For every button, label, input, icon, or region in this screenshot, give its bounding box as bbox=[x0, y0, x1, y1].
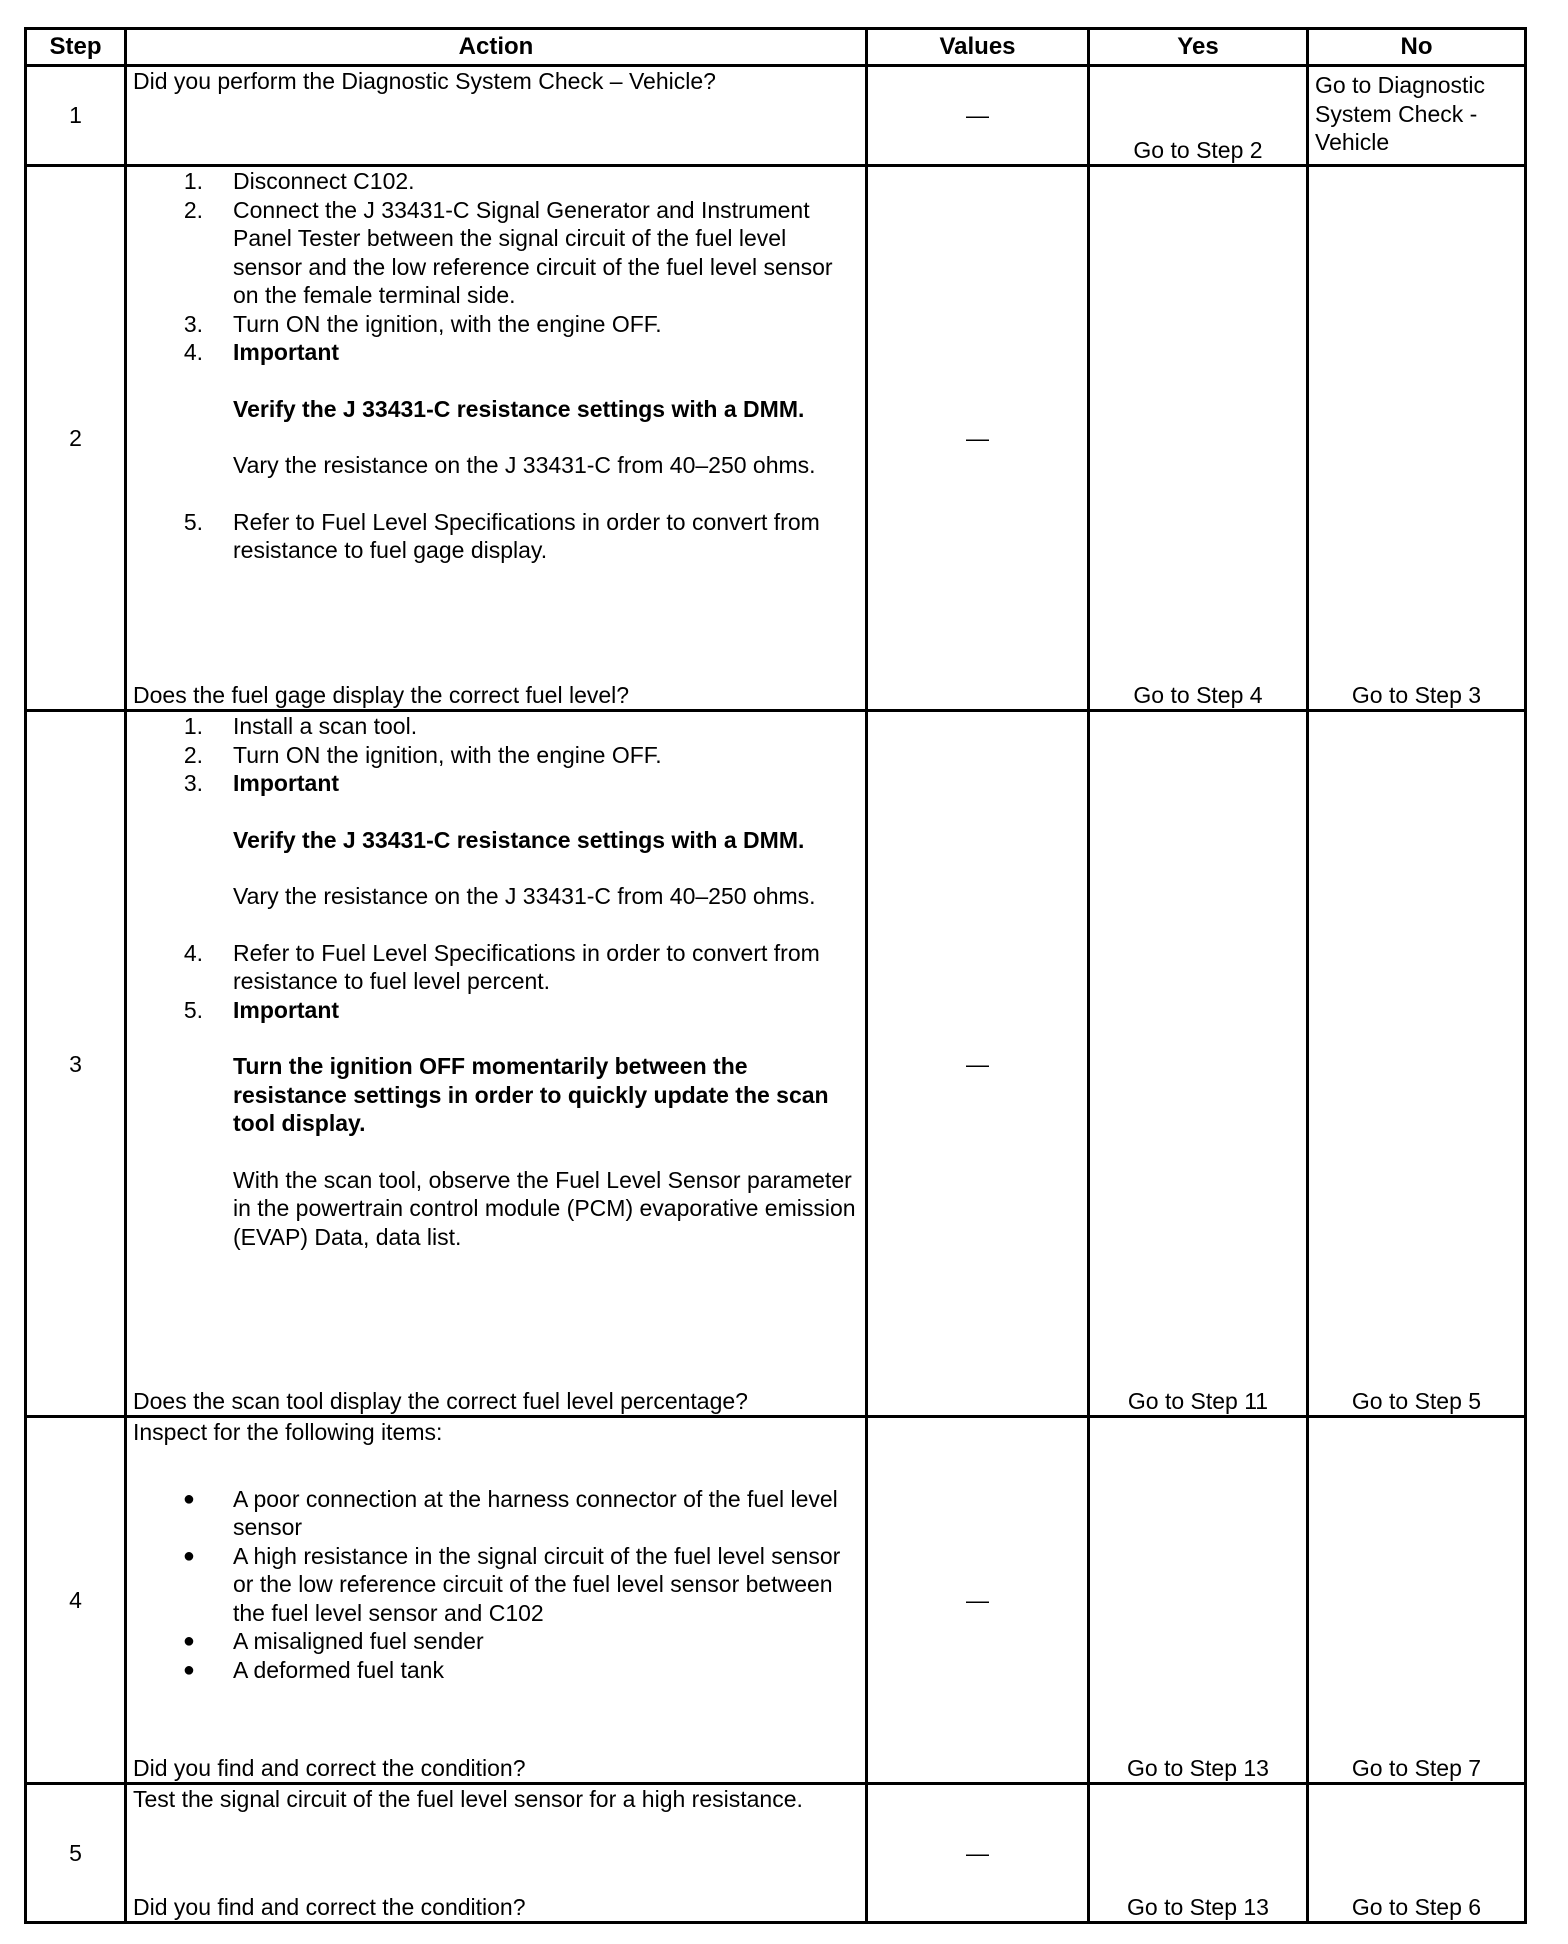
list-item: 1. Install a scan tool. bbox=[183, 713, 418, 740]
action-cell bbox=[126, 1417, 867, 1784]
table-row-step-1 bbox=[26, 66, 1526, 166]
header-yes: Yes bbox=[1089, 29, 1308, 66]
important-extra: Vary the resistance on the J 33431-C from 40–250 ohms. bbox=[233, 452, 816, 479]
no-cell: Go to Step 5 bbox=[1308, 711, 1526, 1417]
important-note: Verify the J 33431-C resistance settings with a DMM. bbox=[233, 826, 805, 853]
action-cell bbox=[126, 1784, 867, 1923]
header-action: Action bbox=[126, 29, 867, 66]
table-row-step-5 bbox=[26, 1784, 1526, 1923]
important-note: Verify the J 33431-C resistance settings with a DMM. bbox=[233, 395, 805, 422]
no-cell: Go to Diagnostic System Check - Vehicle bbox=[1308, 66, 1526, 166]
yes-cell: Go to Step 2 bbox=[1089, 66, 1308, 166]
yes-cell: Go to Step 13 bbox=[1089, 1417, 1308, 1784]
table-row-step-3 bbox=[26, 711, 1526, 1417]
header-row bbox=[26, 29, 1526, 66]
list-item: ● A misaligned fuel sender bbox=[182, 1628, 484, 1655]
action-steps bbox=[133, 712, 859, 1251]
value-cell: — bbox=[867, 1784, 1089, 1923]
list-item: 5. Important Turn the ignition OFF momentarily between the resistance settings in order to quickly update the scan tool display. With the scan tool, observe the Fuel Level Sensor parameter in the powertrain control module (PCM) evaporative emission (EVAP) Data, data list. bbox=[133, 996, 859, 1252]
list-item: 4. Important Verify the J 33431-C resistance settings with a DMM. Vary the resistance on the J 33431-C from 40–250 ohms. bbox=[133, 338, 859, 508]
value-cell: — bbox=[867, 66, 1089, 166]
yes-cell: Go to Step 11 bbox=[1089, 711, 1308, 1417]
header-step: Step bbox=[26, 29, 126, 66]
action-question: Did you find and correct the condition? bbox=[133, 1893, 526, 1920]
action-question: Does the scan tool display the correct fuel level percentage? bbox=[133, 1387, 748, 1414]
header-no: No bbox=[1308, 29, 1526, 66]
important-note: Turn the ignition OFF momentarily between the resistance settings in order to quickly update the scan tool display. bbox=[233, 1053, 829, 1137]
header-values: Values bbox=[867, 29, 1089, 66]
yes-cell: Go to Step 4 bbox=[1089, 166, 1308, 711]
step-number: 4 bbox=[26, 1417, 126, 1784]
list-item: ● A deformed fuel tank bbox=[182, 1656, 444, 1683]
value-cell: — bbox=[867, 1417, 1089, 1784]
important-label: Important bbox=[233, 996, 340, 1023]
list-item: 3. Turn ON the ignition, with the engine OFF. bbox=[183, 310, 662, 337]
no-cell: Go to Step 7 bbox=[1308, 1417, 1526, 1784]
important-extra: With the scan tool, observe the Fuel Level Sensor parameter in the powertrain control module (PCM) evaporative emission (EVAP) Data, data list. bbox=[233, 1166, 856, 1250]
important-label: Important bbox=[233, 770, 340, 797]
list-item: 3. Important Verify the J 33431-C resistance settings with a DMM. Vary the resistance on the J 33431-C from 40–250 ohms. bbox=[133, 769, 859, 939]
value-cell: — bbox=[867, 166, 1089, 711]
value-cell: — bbox=[867, 711, 1089, 1417]
list-item: ● A high resistance in the signal circuit of the fuel level sensor or the low reference circuit of the fuel level sensor between the fuel level sensor and C102 bbox=[182, 1542, 841, 1626]
step-number: 3 bbox=[26, 711, 126, 1417]
list-item: 5. Refer to Fuel Level Specifications in order to convert from resistance to fuel gage display. bbox=[183, 508, 820, 564]
list-item: 4. Refer to Fuel Level Specifications in order to convert from resistance to fuel level percent. bbox=[183, 939, 820, 995]
diagnostic-table bbox=[24, 27, 1527, 1924]
important-label: Important bbox=[233, 339, 340, 366]
no-cell: Go to Step 3 bbox=[1308, 166, 1526, 711]
important-extra: Vary the resistance on the J 33431-C from 40–250 ohms. bbox=[233, 883, 816, 910]
action-question: Did you perform the Diagnostic System Check – Vehicle? bbox=[133, 68, 716, 94]
inspection-list bbox=[133, 1485, 859, 1685]
list-item: 2. Connect the J 33431-C Signal Generator and Instrument Panel Tester between the signal circuit of the fuel level sensor and the low reference circuit of the fuel level sensor on the female terminal side. bbox=[183, 196, 833, 309]
no-cell: Go to Step 6 bbox=[1308, 1784, 1526, 1923]
step-number: 1 bbox=[26, 66, 126, 166]
list-item: 2. Turn ON the ignition, with the engine OFF. bbox=[183, 741, 662, 768]
action-cell bbox=[126, 166, 867, 711]
step-number: 2 bbox=[26, 166, 126, 711]
step-number: 5 bbox=[26, 1784, 126, 1923]
yes-cell: Go to Step 13 bbox=[1089, 1784, 1308, 1923]
list-item: 1. Disconnect C102. bbox=[183, 168, 415, 195]
table-row-step-2 bbox=[26, 166, 1526, 711]
action-steps bbox=[133, 167, 859, 565]
action-intro: Inspect for the following items: bbox=[133, 1419, 443, 1446]
diagnostic-table-page bbox=[24, 27, 1524, 1924]
action-intro: Test the signal circuit of the fuel level sensor for a high resistance. bbox=[133, 1786, 803, 1813]
action-question: Did you find and correct the condition? bbox=[133, 1754, 526, 1781]
list-item: ● A poor connection at the harness connector of the fuel level sensor bbox=[182, 1485, 838, 1541]
action-cell bbox=[126, 711, 867, 1417]
action-question: Does the fuel gage display the correct fuel level? bbox=[133, 681, 630, 708]
table-row-step-4 bbox=[26, 1417, 1526, 1784]
action-cell bbox=[126, 66, 867, 166]
